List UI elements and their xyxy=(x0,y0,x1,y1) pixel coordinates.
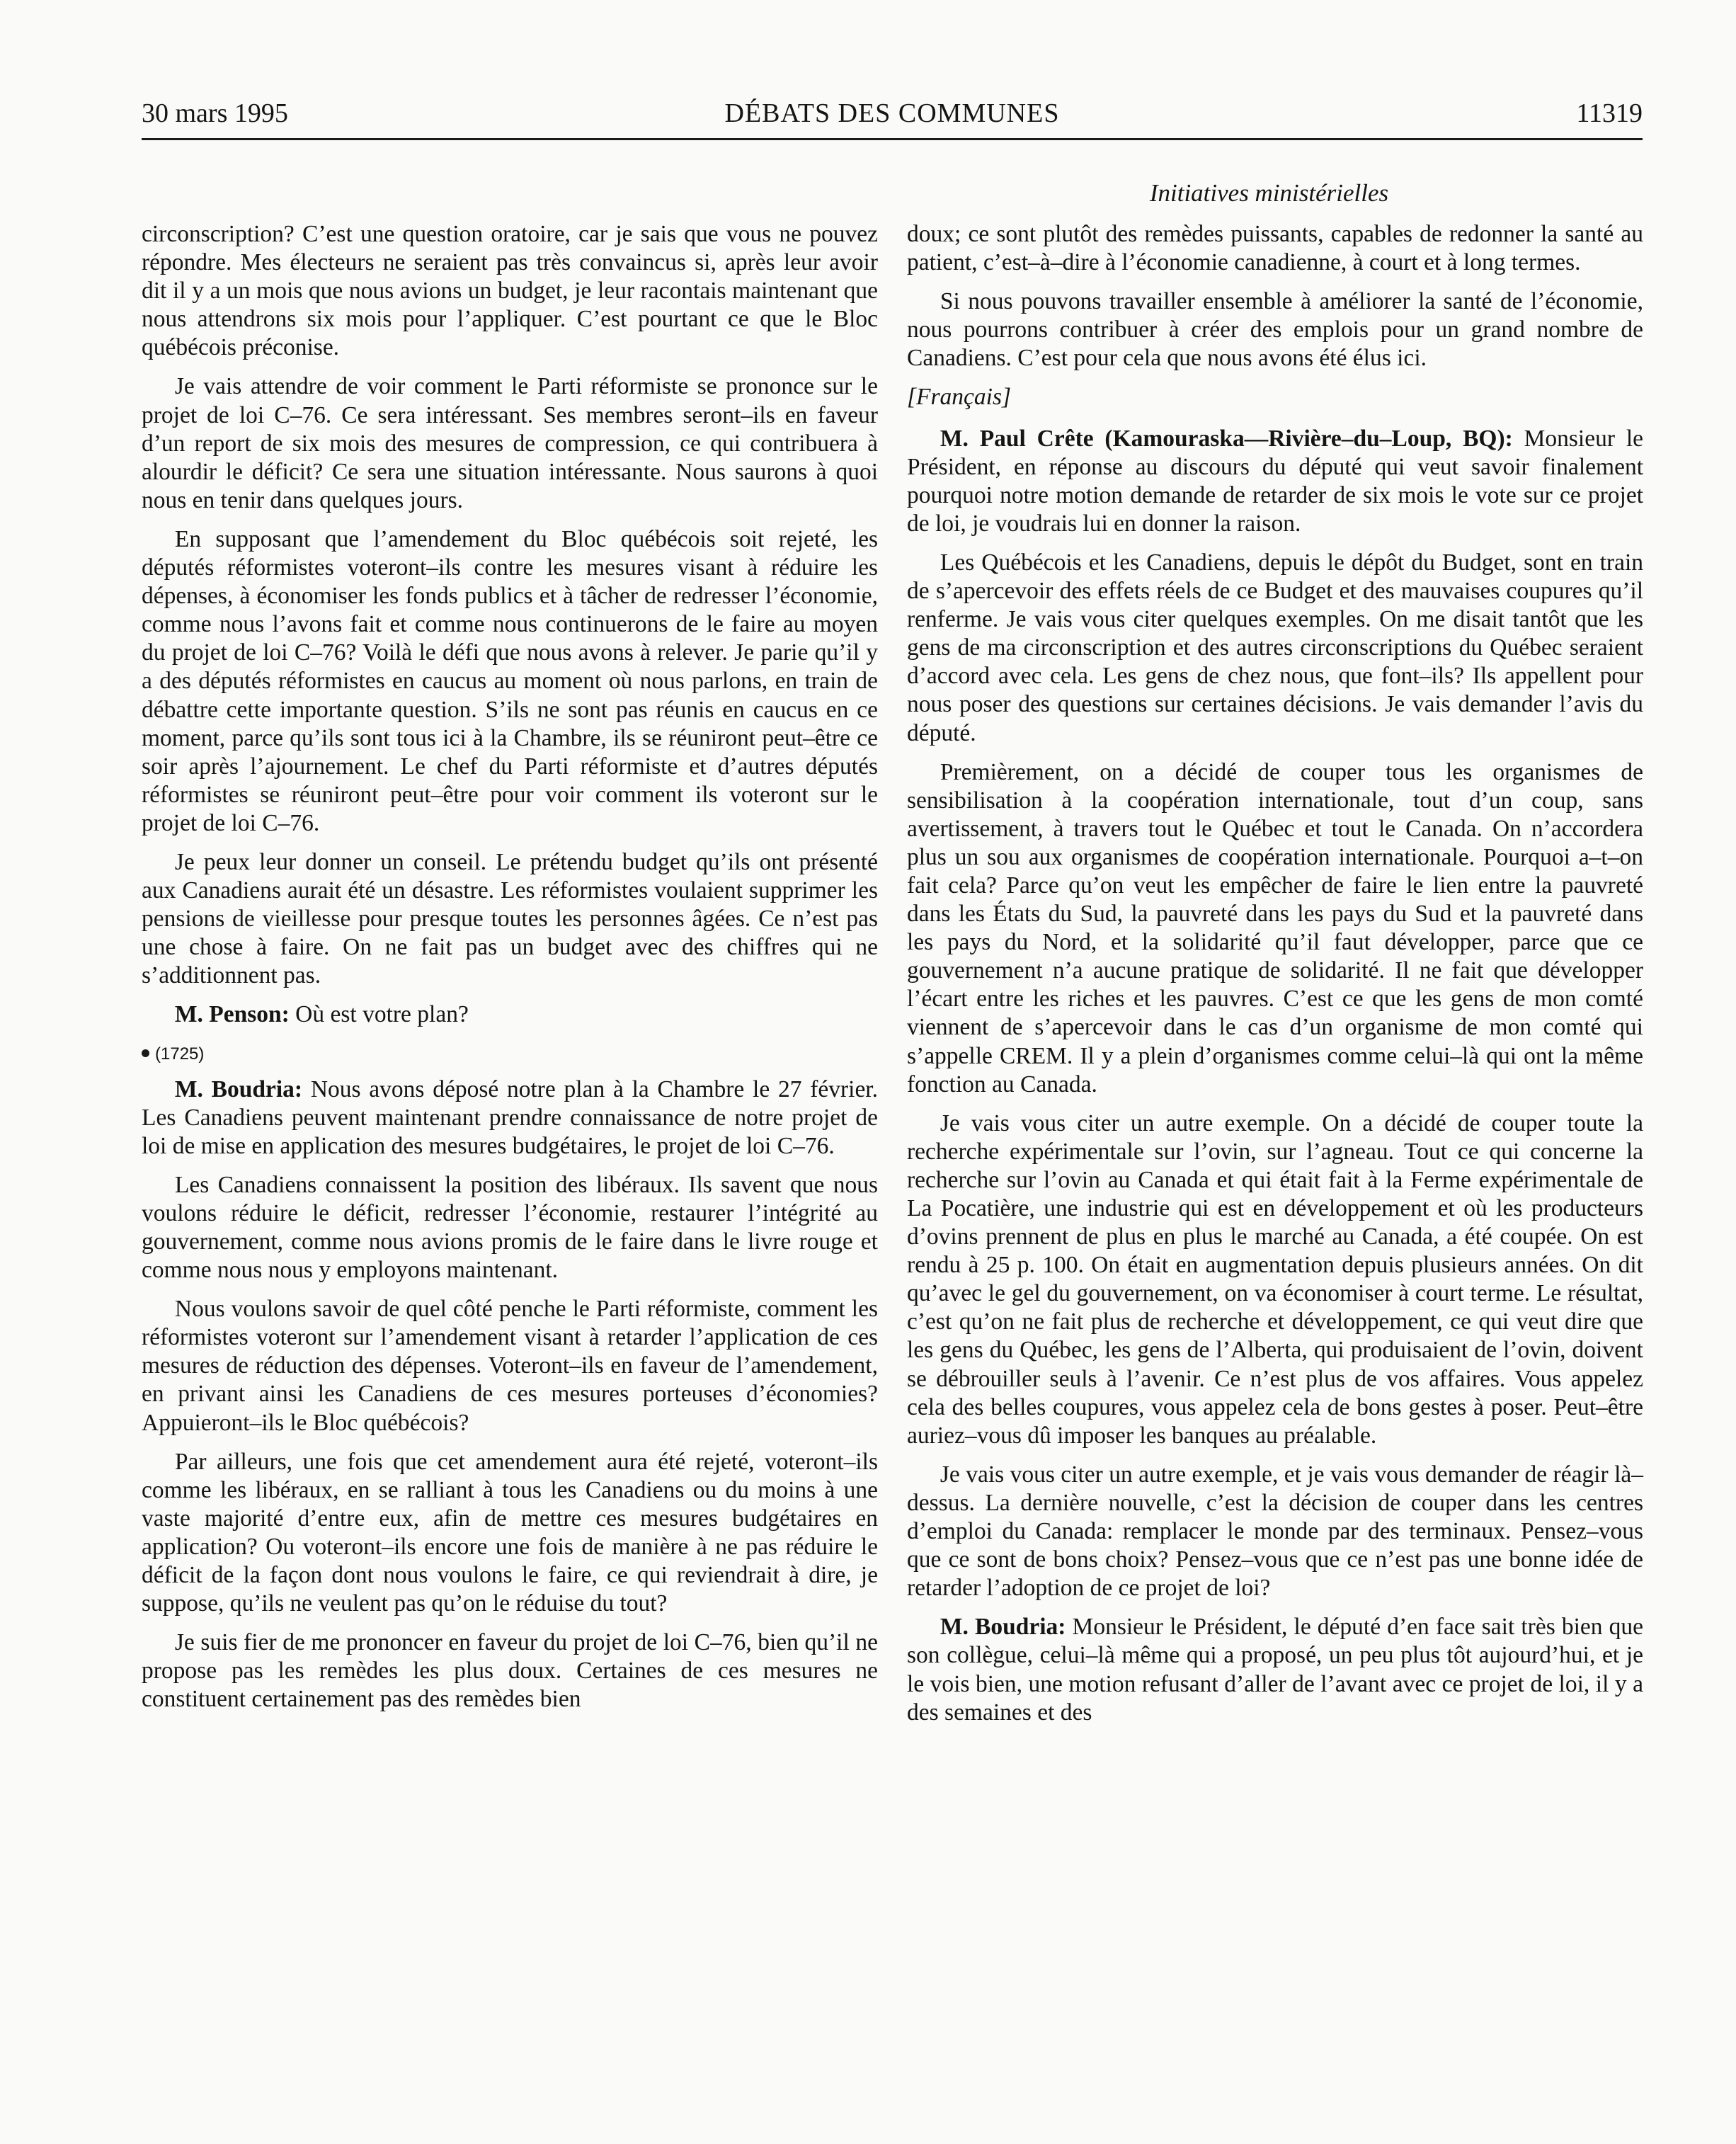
header-date: 30 mars 1995 xyxy=(142,98,288,128)
paragraph: Si nous pouvons travailler ensemble à améliorer la santé de l’économie, nous pourrons contribuer à créer des emplois pour un grand nombre de Canadiens. C’est pour cela que nous avons été élus ici. xyxy=(907,288,1643,372)
paragraph: En supposant que l’amendement du Bloc québécois soit rejeté, les députés réformistes voteront–ils contre les mesures visant à réduire les dépenses, à économiser les fonds publics et à tâcher de redresser l’économie, comme nous l’avons fait et comme nous continuerons de le faire au moyen du projet de loi C–76? Voilà le défi que nous avons à relever. Je parie qu’il y a des députés réformistes en caucus au moment où nous parlons, en train de débattre cette importante question. S’ils ne sont pas réunis en caucus en ce moment, parce qu’ils sont tous ici à la Chambre, ils se réuniront peut–être ce soir après l’ajournement. Le chef du Parti réformiste et d’autres députés réformistes se réuniront peut–être pour voir comment ils voteront sur le projet de loi C–76. xyxy=(142,525,878,836)
paragraph: Je vais attendre de voir comment le Parti réformiste se prononce sur le projet de loi C–76. Ce sera intéressant. Ses membres seront–ils en faveur d’un report de six mois des mesures de compression, ce qui contribuera à alourdir le déficit? Ce sera une situation intéressante. Nous saurons à quoi nous en tenir dans quelques jours. xyxy=(142,373,878,513)
paragraph: Les Québécois et les Canadiens, depuis le dépôt du Budget, sont en train de s’apercevoir des effets réels de ce Budget et des mauvaises coupures qu’il renferme. Je vais vous citer quelques exemples. On me disait tantôt que les gens de ma circonscription et des autres circonscriptions du Québec seraient d’accord avec cela. Les gens de chez nous, que font–ils? Ils appellent pour nous poser des questions sur certaines décisions. Je vais demander l’avis du député. xyxy=(907,549,1643,746)
speech-boudria xyxy=(142,1076,878,1161)
speech-crete xyxy=(907,425,1643,538)
time-marker xyxy=(142,1040,878,1068)
paragraph: Par ailleurs, une fois que cet amendement aura été rejeté, voteront–ils comme les libéraux, en se ralliant à tous les Canadiens ou du moins à une vaste majorité d’entre eux, afin de mettre ces mesures budgétaires en application? Ou voteront–ils encore une fois de manière à ne pas réduire le déficit de la façon dont nous voulons le faire, ce qui reviendrait à dire, je suppose, qu’ils ne veulent pas qu’on le réduise du tout? xyxy=(142,1448,878,1617)
speaker-name: M. Boudria: xyxy=(174,1076,303,1102)
header-page-number: 11319 xyxy=(1576,98,1643,128)
page-header xyxy=(142,96,1643,140)
speech-text: Nous avons déposé notre plan à la Chambre le 27 février. Les Canadiens peuvent maintenant prendre connaissance de notre projet de loi de mise en application des mesures budgétaires, le projet de loi C–76. xyxy=(142,1076,878,1159)
header-title: DÉBATS DES COMMUNES xyxy=(724,98,1060,128)
left-column xyxy=(142,220,878,1725)
paragraph: Je vais vous citer un autre exemple. On a décidé de couper toute la recherche expérimentale sur l’ovin, sur l’agneau. Tout ce qui concerne la recherche sur l’ovin au Canada et qui était fait à la Ferme expérimentale de La Pocatière, une industrie qui est en développement et où les producteurs d’ovins prennent de plus en plus le marché au Canada, a été coupée. On est rendu à 25 p. 100. On était en augmentation depuis plusieurs années. On dit qu’avec le gel du gouvernement, on va économiser à court terme. Le résultat, c’est qu’on ne fait plus de recherche et développement, ce qui veut dire que les gens du Québec, les gens de l’Alberta, qui produisaient de l’ovin, doivent se débrouiller seuls à l’avenir. Ce n’est plus de vos affaires. Vous appelez cela des belles coupures, vous appelez cela de bons gestes à poser. Peut–être auriez–vous dû imposer les banques au préalable. xyxy=(907,1110,1643,1449)
section-label: Initiatives ministérielles xyxy=(1149,179,1389,207)
paragraph: Nous voulons savoir de quel côté penche le Parti réformiste, comment les réformistes voteront sur l’amendement visant à retarder l’application de ces mesures de réduction des dépenses. Voteront–ils en faveur de l’amendement, en privant ainsi les Canadiens de ces mesures porteuses d’économies? Appuieront–ils le Bloc québécois? xyxy=(142,1296,878,1436)
speaker-name: M. Paul Crête (Kamouraska—Rivière–du–Loup, BQ): xyxy=(940,425,1513,452)
speech-text: Monsieur le Président, en réponse au discours du député qui veut savoir finalement pourquoi notre motion demande de retarder de six mois le vote sur ce projet de loi, je voudrais lui en donner la raison. xyxy=(907,425,1643,537)
paragraph: circonscription? C’est une question oratoire, car je sais que vous ne pouvez répondre. Mes électeurs ne seraient pas très convaincus si, après leur avoir dit il y a un mois que nous avions un budget, je leur racontais maintenant que nous attendrons six mois pour l’appliquer. C’est pourtant ce que le Bloc québécois préconise. xyxy=(142,221,878,361)
speaker-name: M. Boudria: xyxy=(940,1614,1066,1641)
speech-penson xyxy=(142,1000,878,1029)
language-marker: [Français] xyxy=(907,384,1012,411)
paragraph: Je suis fier de me prononcer en faveur du projet de loi C–76, bien qu’il ne propose pas les remèdes les plus doux. Certaines de ces mesures ne constituent certainement pas des remèdes bien xyxy=(142,1629,878,1713)
speech-text: Où est votre plan? xyxy=(289,1001,469,1028)
paragraph: doux; ce sont plutôt des remèdes puissants, capables de redonner la santé au patient, c’est–à–dire à l’économie canadienne, à court et à long termes. xyxy=(907,221,1643,276)
paragraph: Je vais vous citer un autre exemple, et je vais vous demander de réagir là–dessus. La dernière nouvelle, c’est la décision de couper dans les centres d’emploi du Canada: remplacer le monde par des terminaux. Pensez–vous que ce sont de bons choix? Pensez–vous que ce n’est pas une bonne idée de retarder l’adoption de ce projet de loi? xyxy=(907,1461,1643,1602)
speech-boudria xyxy=(907,1613,1643,1726)
paragraph: Premièrement, on a décidé de couper tous les organismes de sensibilisation à la coopération internationale, tout d’un coup, sans avertissement, à travers tout le Québec et tout le Canada. On n’accordera plus un sou aux organismes de coopération internationale. Pourquoi a–t–on fait cela? Parce qu’on veut les empêcher de faire le lien entre la pauvreté dans les États du Sud, la pauvreté dans les pays du Sud et la pauvreté dans les pays du Nord, et la solidarité qu’il faut développer, parce que ce gouvernement n’a aucune pratique de solidarité. Il ne fait que développer l’écart entre les riches et les pauvres. C’est ce que les gens de mon comté viennent de s’apercevoir dans le cas d’un organisme de mon comté qui s’appelle CREM. Il y a plein d’organismes comme celui–là qui ont la même fonction au Canada. xyxy=(907,758,1643,1097)
right-column xyxy=(907,220,1643,1738)
paragraph: Je peux leur donner un conseil. Le prétendu budget qu’ils ont présenté aux Canadiens aurait été un désastre. Les réformistes voulaient supprimer les pensions de vieillesse pour presque toutes les personnes âgées. Ce n’est pas une chose à faire. On ne fait pas un budget avec des chiffres qui ne s’additionnent pas. xyxy=(142,848,878,989)
bullet-icon xyxy=(142,1049,149,1057)
time-marker-text: (1725) xyxy=(155,1044,205,1064)
speaker-name: M. Penson: xyxy=(174,1001,290,1028)
speech-text: Monsieur le Président, le député d’en face sait très bien que son collègue, celui–là même qui a proposé, un peu plus tôt aujourd’hui, et je le vois bien, une motion refusant d’aller de l’avant avec ce projet de loi, il y a des semaines et des xyxy=(907,1614,1643,1726)
paragraph: Les Canadiens connaissent la position des libéraux. Ils savent que nous voulons réduire le déficit, redresser l’économie, restaurer l’intégrité au gouvernement, comme nous avions promis de le faire dans le livre rouge et comme nous nous y employons maintenant. xyxy=(142,1171,878,1284)
